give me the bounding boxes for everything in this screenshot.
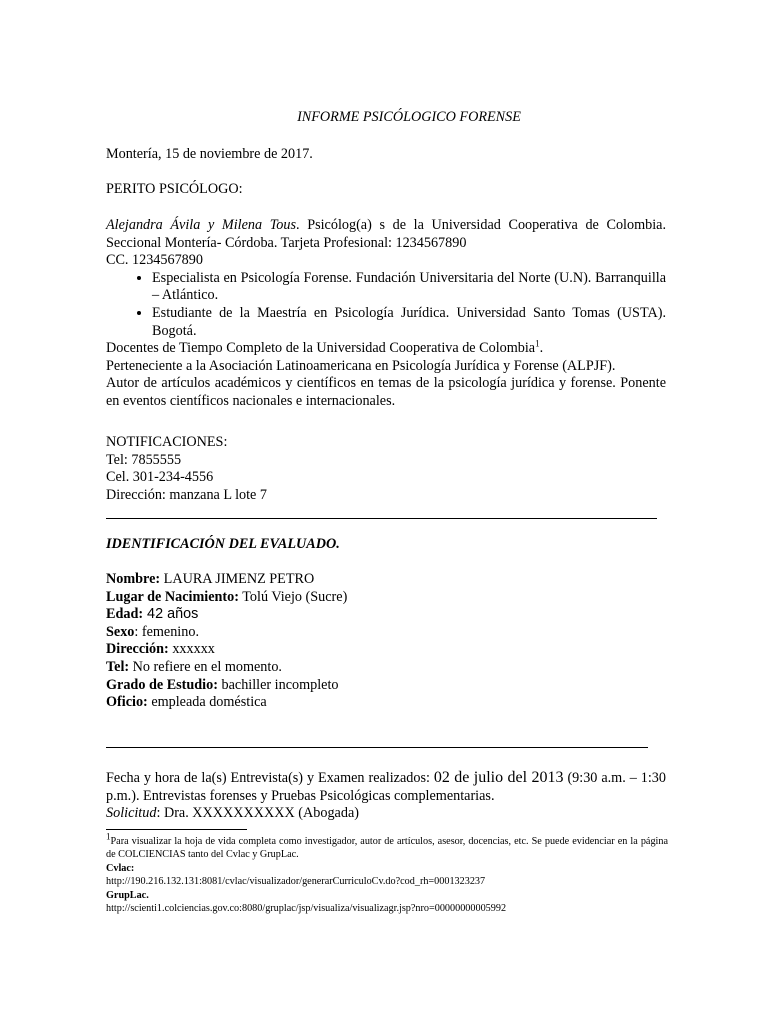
perito-university: . Psicólog(a) s de la Universidad Cooperativa de Colombia. Seccional Montería- Córdoba. Tarjeta Profesional: 1234567890 xyxy=(106,217,666,251)
cvlac-link[interactable]: http://190.216.132.131:8081/cvlac/visualizador/generarCurriculoCv.do?cod_rh=0001323237 xyxy=(106,876,486,888)
entrevista-section xyxy=(106,769,666,823)
footnote-mark: 1 xyxy=(106,831,111,842)
identificacion-heading: IDENTIFICACIÓN DEL EVALUADO. xyxy=(106,536,340,552)
perito-credentials xyxy=(106,217,666,252)
footnote-separator xyxy=(106,829,247,830)
date-line: Montería, 15 de noviembre de 2017. xyxy=(106,146,313,162)
entrevista-date: 02 de julio del 2013 xyxy=(433,769,564,786)
field-direccion: Dirección: xxxxxx xyxy=(106,641,215,658)
separator-line xyxy=(106,747,648,748)
gruplac-link[interactable]: http://scienti1.colciencias.gov.co:8080/gruplac/jsp/visualiza/visualizagr.jsp?nro=00000000005992 xyxy=(106,903,507,915)
separator-line xyxy=(106,518,657,519)
autor-line: Autor de artículos académicos y científicos en temas de la psicología jurídica y forense. Ponente en eventos científicos nacionales e internacionales. xyxy=(106,375,666,409)
notificaciones-heading: NOTIFICACIONES: xyxy=(106,434,228,450)
perito-heading: PERITO PSICÓLOGO: xyxy=(106,181,243,197)
bullet-item: • Especialista en Psicología Forense. Fundación Universitaria del Norte (U.N). Barranquilla – Atlántico. xyxy=(152,270,666,305)
docentes-line: Docentes de Tiempo Completo de la Universidad Cooperativa de Colombia$^1$. xyxy=(106,338,544,357)
footnote-ref[interactable]: 1 xyxy=(535,338,540,349)
field-tel: Tel: No refiere en el momento. xyxy=(106,658,282,675)
gruplac-label: GrupLac. xyxy=(106,889,149,901)
perito-cc: CC. 1234567890 xyxy=(106,252,203,269)
notificaciones-section xyxy=(106,434,666,504)
field-sexo: Sexo: femenino. xyxy=(106,623,199,640)
field-lugar-nacimiento: Lugar de Nacimiento: Tolú Viejo (Sucre) xyxy=(106,588,348,605)
entrevista-line: Fecha y hora de la(s) Entrevista(s) y Examen realizados: 02 de julio del 2013 (9:30 a.m. – 1:30 p.m.). Entrevistas forenses y Pruebas Psicológicas complementarias. xyxy=(106,769,666,804)
perito-names: Alejandra Ávila y Milena Tous xyxy=(106,217,297,233)
footnote-text: 1Para visualizar la hoja de vida completa como investigador, autor de artículos, asesor, docencias, etc. Se puede evidenciar en la página de COLCIENCIAS tanto del Cvlac y GrupLac. xyxy=(106,831,668,861)
perteneciente-line: Perteneciente a la Asociación Latinoamericana en Psicología Jurídica y Forense (ALPJF). xyxy=(106,357,616,374)
field-nombre: Nombre: LAURA JIMENZ PETRO xyxy=(106,571,315,587)
cvlac-label: Cvlac: xyxy=(106,862,135,874)
perito-bullet-list xyxy=(106,270,666,340)
identificacion-fields xyxy=(106,571,666,712)
footnote xyxy=(106,831,668,915)
field-oficio: Oficio: empleada doméstica xyxy=(106,694,267,711)
notificaciones-direccion: Dirección: manzana L lote 7 xyxy=(106,486,267,503)
solicitud-line: Solicitud: Dra. XXXXXXXXXX (Abogada) xyxy=(106,805,359,822)
notificaciones-cel: Cel. 301-234-4556 xyxy=(106,469,214,486)
notificaciones-tel: Tel: 7855555 xyxy=(106,451,182,468)
bullet-item: • Estudiante de la Maestría en Psicología Jurídica. Universidad Santo Tomas (USTA). Bogotá. xyxy=(152,305,666,340)
field-edad: Edad: 42 años xyxy=(106,606,199,623)
field-grado-estudio: Grado de Estudio: bachiller incompleto xyxy=(106,676,339,693)
perito-section xyxy=(106,217,666,411)
report-title: INFORME PSICÓLOGICO FORENSE xyxy=(297,109,521,125)
